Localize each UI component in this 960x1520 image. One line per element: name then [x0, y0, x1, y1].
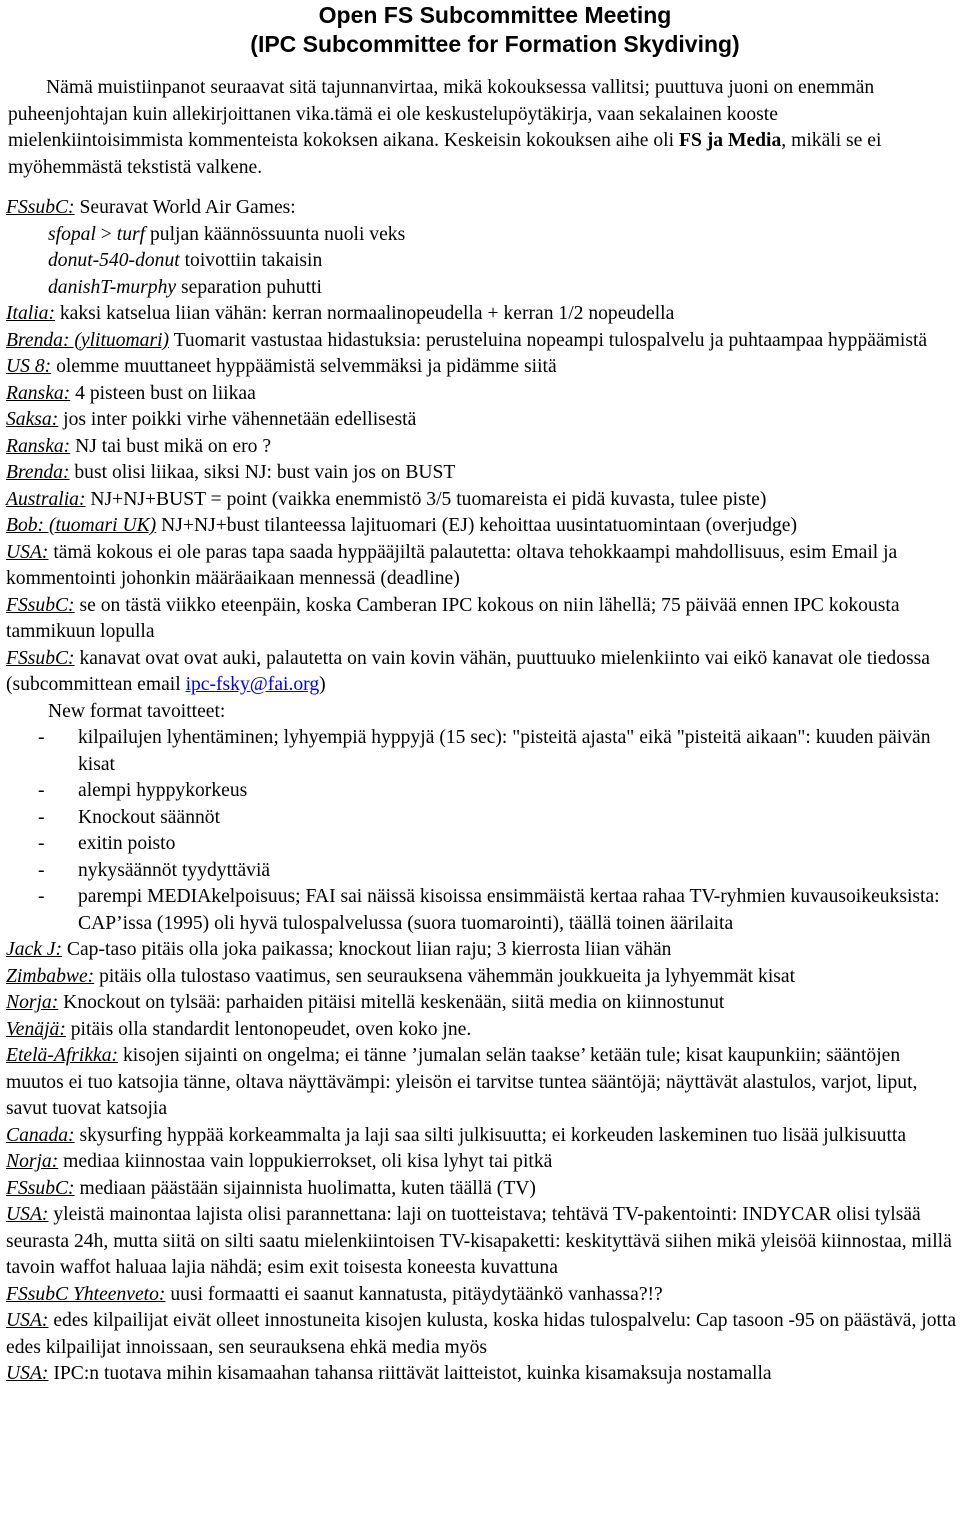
- speaker-label: Canada:: [6, 1124, 75, 1146]
- speaker-label: Brenda: (ylituomari): [6, 329, 170, 351]
- speaker-label: USA:: [6, 541, 49, 563]
- format-heading: New format tavoitteet:: [48, 700, 226, 722]
- list-item: - kilpailujen lyhentäminen; lyhyempiä hyppyjä (15 sec): "pisteitä ajasta" eikä "pisteitä aikaan": kuuden päivän kisat: [6, 725, 958, 778]
- intro-bold: FS ja Media: [678, 130, 782, 151]
- email-link[interactable]: ipc-fsky@fai.org: [185, 674, 320, 695]
- note-line: Ranska: NJ tai bust mikä on ero ?: [6, 435, 272, 457]
- note-line: Etelä-Afrikka: kisojen sijainti on ongelma; ei tänne ’jumalan selän taakse’ ketään tule; kisat kaupunkiin; sääntöjen muutos ei tuo katsojia tänne, oltava näyttävämpi: yleisön ei tarvitse tuntea sääntöjä; näyttävät alastulos, varjot, liput, savut tuovat katsojia: [6, 1045, 918, 1119]
- note-line: Jack J: Cap-taso pitäis olla joka paikassa; knockout liian raju; 3 kierrosta liian vähän: [6, 939, 672, 960]
- note-line: FSsubC: se on tästä viikko eteenpäin, koska Camberan IPC kokous on niin lähellä; 75 päivää ennen IPC kokousta tammikuun lopulla: [6, 594, 900, 642]
- list-item: - alempi hyppykorkeus: [6, 778, 958, 805]
- list-item: - exitin poisto: [6, 831, 958, 858]
- note-line: FSsubC: Seuravat World Air Games:: [6, 197, 296, 218]
- list-dash: -: [38, 780, 45, 801]
- speaker-label: Jack J:: [6, 939, 63, 960]
- note-line: Australia: NJ+NJ+BUST = point (vaikka enemmistö 3/5 tuomareista ei pidä kuvasta, tulee piste): [6, 488, 767, 510]
- title-block: [30, 0, 960, 59]
- note-line: USA: IPC:n tuotava mihin kisamaahan tahansa riittävät laitteistot, kuinka kisamaksuja nostamalla: [6, 1363, 772, 1384]
- note-subline: danishT-murphy separation puhutti: [48, 276, 322, 298]
- intro-paragraph: [8, 75, 952, 181]
- speaker-label: Etelä-Afrikka:: [6, 1045, 119, 1066]
- intro-text-end: , mikäli se ei myöhemmästä tekstistä valkene.: [8, 130, 882, 178]
- list-item: - parempi MEDIAkelpoisuus; FAI sai näissä kisoissa ensimmäistä kertaa rahaa TV-ryhmien kuvausoikeuksista: CAP’issa (1995) oli hyvä tulospalvelussa (suora tuomarointi), täällä toinen äärilaita: [6, 884, 958, 937]
- speaker-label: Zimbabwe:: [6, 965, 95, 987]
- speaker-label: Ranska:: [6, 435, 71, 457]
- speaker-label: FSsubC Yhteenveto:: [6, 1283, 166, 1305]
- list-dash: -: [38, 886, 45, 907]
- speaker-label: FSsubC:: [6, 647, 75, 669]
- speaker-label: USA:: [6, 1310, 49, 1331]
- list-dash: -: [38, 833, 45, 854]
- list-dash: -: [38, 859, 45, 881]
- note-line: US 8: olemme muuttaneet hyppäämistä selvemmäksi ja pidämme siitä: [6, 356, 557, 377]
- note-line: Brenda: (ylituomari) Tuomarit vastustaa hidastuksia: perusteluina nopeampi tulospalvelu ja puhtaampaa hyppäämistä: [6, 329, 928, 351]
- speaker-label: Ranska:: [6, 382, 71, 404]
- list-dash: -: [38, 727, 45, 748]
- note-line: Norja: mediaa kiinnostaa vain loppukierrokset, oli kisa lyhyt tai pitkä: [6, 1151, 553, 1172]
- note-line: Zimbabwe: pitäis olla tulostaso vaatimus, sen seurauksena vähemmän joukkueita ja lyhyemmät kisat: [6, 965, 796, 987]
- page-subtitle: (IPC Subcommittee for Formation Skydiving): [250, 31, 740, 57]
- speaker-label: Venäjä:: [6, 1018, 66, 1040]
- list-item: - Knockout säännöt: [6, 805, 958, 832]
- speaker-label: Italia:: [6, 303, 55, 324]
- note-line: Bob: (tuomari UK) NJ+NJ+bust tilanteessa lajituomari (EJ) kehoittaa uusintatuomintaan (overjudge): [6, 515, 798, 536]
- speaker-label: USA:: [6, 1204, 49, 1225]
- note-line: FSsubC Yhteenveto: uusi formaatti ei saanut kannatusta, pitäydytäänkö vanhassa?!?: [6, 1283, 663, 1305]
- note-line: Venäjä: pitäis olla standardit lentonopeudet, oven koko jne.: [6, 1018, 472, 1040]
- speaker-label: FSsubC:: [6, 594, 75, 616]
- speaker-label: FSsubC:: [6, 197, 75, 218]
- note-line: Norja: Knockout on tylsää: parhaiden pitäisi mitellä keskenään, siitä media on kiinnostunut: [6, 992, 725, 1013]
- note-line: USA: edes kilpailijat eivät olleet innostuneita kisojen kulusta, koska hidas tulospalvelu: Cap tasoon -95 on päästävä, jotta edes kilpailijat innoissaan, sen seurauksena ehkä media myös: [6, 1310, 957, 1358]
- speaker-label: Bob: (tuomari UK): [6, 515, 157, 536]
- note-line: Italia: kaksi katselua liian vähän: kerran normaalinopeudella + kerran 1/2 nopeudella: [6, 303, 675, 324]
- page-title: Open FS Subcommittee Meeting: [318, 2, 672, 28]
- note-subline: donut-540-donut toivottiin takaisin: [48, 250, 323, 271]
- list-dash: -: [38, 806, 45, 828]
- note-line: FSsubC: kanavat ovat ovat auki, palautetta on vain kovin vähän, puuttuuko mielenkiinto vai eikö kanavat ole tiedossa (subcommittean email ipc-fsky@fai.org): [6, 647, 930, 695]
- note-line: Ranska: 4 pisteen bust on liikaa: [6, 382, 256, 404]
- note-subline: sfopal > turf puljan käännössuunta nuoli veks: [48, 223, 406, 245]
- note-line: FSsubC: mediaan päästään sijainnista huolimatta, kuten täällä (TV): [6, 1177, 536, 1199]
- list-item: - nykysäännöt tyydyttäviä: [6, 858, 958, 885]
- intro-text: Nämä muistiinpanot seuraavat sitä tajunnanvirtaa, mikä kokouksessa vallitsi; puuttuva juoni on enemmän puheenjohtajan kuin allekirjoittanen vika.tämä ei ole keskustelupöytäkirja, vaan sekalainen kooste mielenkiintoisimmista kommenteista kokoksen aikana. Keskeisin kokouksen aihe oli: [8, 77, 875, 151]
- speaker-label: US 8:: [6, 356, 52, 377]
- speaker-label: Saksa:: [6, 409, 59, 430]
- notes-body: [6, 195, 958, 1388]
- note-line: Canada: skysurfing hyppää korkeammalta ja laji saa silti julkisuutta; ei korkeuden laskeminen tuo lisää julkisuutta: [6, 1124, 907, 1146]
- speaker-label: FSsubC:: [6, 1177, 75, 1199]
- note-line: Saksa: jos inter poikki virhe vähennetään edellisestä: [6, 409, 417, 430]
- speaker-label: Brenda:: [6, 462, 70, 483]
- speaker-label: Norja:: [6, 992, 59, 1013]
- speaker-label: Australia:: [6, 488, 86, 510]
- note-line: USA: tämä kokous ei ole paras tapa saada hyppääjiltä palautetta: oltava tehokkaampi mahdollisuus, esim Email ja kommentointi johonkin määräaikaan mennessä (deadline): [6, 541, 898, 589]
- speaker-label: USA:: [6, 1363, 49, 1384]
- note-line: Brenda: bust olisi liikaa, siksi NJ: bust vain jos on BUST: [6, 462, 456, 483]
- speaker-label: Norja:: [6, 1151, 59, 1172]
- note-line: USA: yleistä mainontaa lajista olisi parannettana: laji on tuotteistava; tehtävä TV-pakentointi: INDYCAR olisi tylsää seurasta 24h, mutta siitä on silti saatu mielenkiintoisen TV-kisapaketti: keskityttävä siihen mikä yleisöä kiinnostaa, millä tavoin waffot haluaa lajia nähdä; esim exit toisesta koneesta kuvattuna: [6, 1204, 952, 1278]
